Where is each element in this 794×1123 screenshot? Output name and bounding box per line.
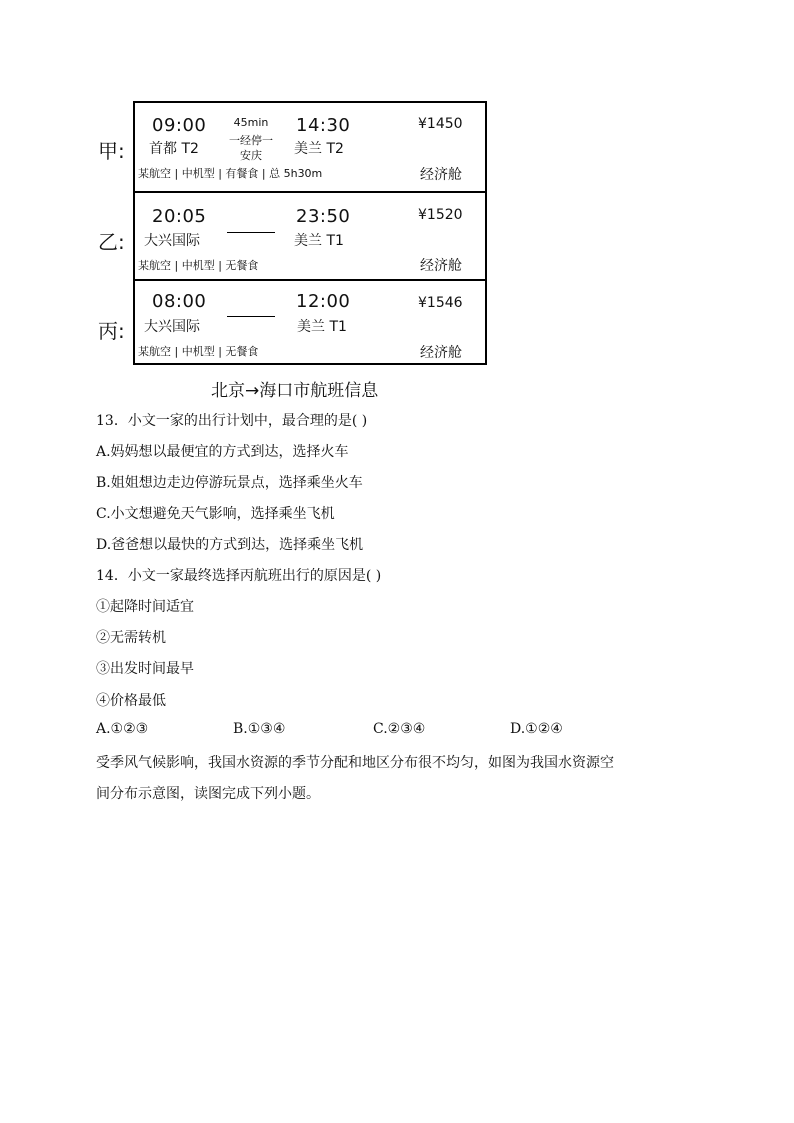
question-14-statement-3: ③出发时间最早 xyxy=(96,661,194,677)
stopover-city: 安庆 xyxy=(240,149,262,162)
arrival-airport: 美兰 T1 xyxy=(297,319,347,335)
arrival-airport: 美兰 T2 xyxy=(294,141,344,157)
departure-airport: 大兴国际 xyxy=(144,233,200,249)
question-14-stem: 14．小文一家最终选择丙航班出行的原因是( ) xyxy=(96,568,382,584)
question-13-option-a: A.妈妈想以最便宜的方式到达，选择火车 xyxy=(96,444,349,460)
question-13-option-b: B.姐姐想边走边停游玩景点，选择乘坐火车 xyxy=(96,475,363,491)
flight-details: 某航空 | 中机型 | 有餐食 | 总 5h30m xyxy=(138,167,323,180)
row-label-jia: 甲: xyxy=(98,139,125,163)
departure-time: 08:00 xyxy=(152,291,207,312)
passage-line-1: 受季风气候影响，我国水资源的季节分配和地区分布很不均匀，如图为我国水资源空 xyxy=(96,755,614,771)
arrival-time: 14:30 xyxy=(296,115,351,136)
flight-info-table xyxy=(133,101,487,365)
arrival-time: 23:50 xyxy=(296,206,351,227)
stopover-duration: 45min xyxy=(233,116,269,129)
passage-line-2: 间分布示意图，读图完成下列小题。 xyxy=(96,786,320,802)
figure-caption: 北京→海口市航班信息 xyxy=(211,381,379,401)
row-label-yi: 乙: xyxy=(98,230,125,254)
flight-row-bing xyxy=(135,279,485,367)
question-14-statement-1: ①起降时间适宜 xyxy=(96,599,194,615)
question-13-option-c: C.小文想避免天气影响，选择乘坐飞机 xyxy=(96,506,335,522)
stopover-marker: 一经停一 xyxy=(229,134,273,147)
flight-details: 某航空 | 中机型 | 无餐食 xyxy=(138,345,259,358)
flight-row-yi xyxy=(135,191,485,281)
departure-time: 20:05 xyxy=(152,206,207,227)
flight-details: 某航空 | 中机型 | 无餐食 xyxy=(138,259,259,272)
ticket-price: ¥1546 xyxy=(418,295,463,311)
question-13-stem: 13．小文一家的出行计划中，最合理的是( ) xyxy=(96,413,368,429)
question-14-option-c: C.②③④ xyxy=(373,721,426,737)
question-14-statement-4: ④价格最低 xyxy=(96,693,166,709)
cabin-class: 经济舱 xyxy=(420,167,462,183)
row-label-bing: 丙: xyxy=(98,319,125,343)
flight-row-jia xyxy=(135,103,485,193)
arrival-time: 12:00 xyxy=(296,291,351,312)
question-14-statement-2: ②无需转机 xyxy=(96,630,166,646)
question-14-option-b: B.①③④ xyxy=(233,721,286,737)
arrival-airport: 美兰 T1 xyxy=(294,233,344,249)
cabin-class: 经济舱 xyxy=(420,258,462,274)
question-14-option-d: D.①②④ xyxy=(510,721,563,737)
departure-airport: 首都 T2 xyxy=(149,141,199,157)
ticket-price: ¥1520 xyxy=(418,207,463,223)
ticket-price: ¥1450 xyxy=(418,116,463,132)
question-13-option-d: D.爸爸想以最快的方式到达，选择乘坐飞机 xyxy=(96,537,364,553)
departure-airport: 大兴国际 xyxy=(144,319,200,335)
nonstop-line xyxy=(227,316,275,317)
nonstop-line xyxy=(227,232,275,233)
cabin-class: 经济舱 xyxy=(420,345,462,361)
question-14-option-a: A.①②③ xyxy=(96,721,149,737)
departure-time: 09:00 xyxy=(152,115,207,136)
